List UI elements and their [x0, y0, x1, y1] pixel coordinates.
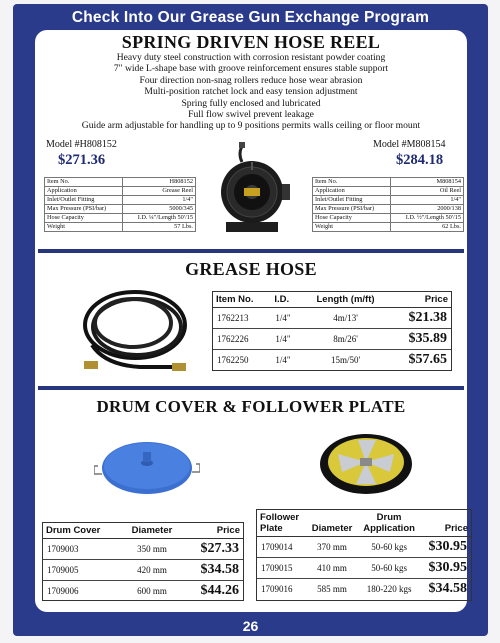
spec-row: Hose Capacity I.D. ¼"/Length 50'/15	[45, 214, 196, 223]
feature-line: Guide arm adjustable for handling up to 9 positions permits walls ceiling or floor mount	[81, 120, 421, 132]
drum-cover-image	[94, 430, 200, 502]
feature-line: Spring fully enclosed and lubricated	[181, 97, 321, 109]
feature-line: Heavy duty steel construction with corrosion resistant powder coating	[116, 52, 386, 63]
reel-features	[35, 52, 467, 132]
spec-row: Hose Capacity I.D. ½"/Length 50'/15	[313, 214, 464, 223]
section-divider	[38, 386, 464, 390]
spec-row: Max Pressure (PSI/bar) 5000/345	[45, 205, 196, 214]
table-header-row: Item No. I.D. Length (m/ft) Price	[213, 292, 451, 308]
spec-row: Item No. H808152	[45, 178, 196, 187]
grease-hose-image	[80, 285, 195, 375]
price-right: $284.18	[396, 152, 444, 168]
spec-row: Weight 62 Lbs.	[313, 223, 464, 232]
spec-row: Max Pressure (PSI/bar) 2000/138	[313, 205, 464, 214]
hose-price-table	[213, 292, 451, 371]
table-header-row: Drum Cover Diameter Price	[43, 523, 243, 539]
feature-line: Full flow swivel prevent leakage	[188, 109, 314, 121]
header-title: Check Into Our Grease Gun Exchange Program	[71, 9, 430, 26]
price-left: $271.36	[58, 152, 106, 168]
hose-reel-image	[212, 140, 294, 240]
table-row: 1709006 600 mm $44.26	[43, 581, 243, 602]
hose-section-title: GREASE HOSE	[185, 259, 317, 279]
feature-line: Four direction non-snag rollers reduce hose wear abrasion	[139, 74, 363, 86]
table-row: 1762213 1/4" 4m/13' $21.38	[213, 308, 451, 329]
feature-line: 7" wide L-shape base with groove reinforcement ensures stable support	[113, 63, 389, 75]
drum-section-title: DRUM COVER & FOLLOWER PLATE	[96, 397, 406, 416]
spec-row: Application Oil Reel	[313, 187, 464, 196]
follower-plate-image	[318, 428, 414, 500]
spec-table-right	[312, 177, 464, 232]
table-header-row: Follower Plate Diameter Drum Application Price	[257, 510, 471, 537]
spec-table-left	[44, 177, 196, 232]
section-divider	[38, 249, 464, 253]
reel-section-title: SPRING DRIVEN HOSE REEL	[121, 32, 381, 52]
table-row: 1709014 370 mm 50-60 kgs $30.95	[257, 537, 471, 558]
table-row: 1709005 420 mm $34.58	[43, 560, 243, 581]
table-row: 1762226 1/4" 8m/26' $35.89	[213, 329, 451, 350]
follower-plate-table	[257, 510, 471, 600]
spec-row: Application Grease Reel	[45, 187, 196, 196]
spec-row: Weight 57 Lbs.	[45, 223, 196, 232]
table-row: 1709003 350 mm $27.33	[43, 539, 243, 560]
model-left: Model #H808152	[46, 139, 117, 150]
spec-row: Inlet/Outlet Fitting 1/4"	[313, 196, 464, 205]
table-row: 1709016 585 mm 180-220 kgs $34.58	[257, 579, 471, 600]
drum-cover-table	[43, 523, 243, 602]
feature-line: Multi-position ratchet lock and easy tension adjustment	[144, 86, 358, 98]
spec-row: Inlet/Outlet Fitting 1/4"	[45, 196, 196, 205]
table-row: 1762250 1/4" 15m/50' $57.65	[213, 350, 451, 371]
model-right: Model #M808154	[373, 139, 446, 150]
spec-row: Item No. M808154	[313, 178, 464, 187]
table-row: 1709015 410 mm 50-60 kgs $30.95	[257, 558, 471, 579]
page-number: 26	[242, 618, 259, 634]
